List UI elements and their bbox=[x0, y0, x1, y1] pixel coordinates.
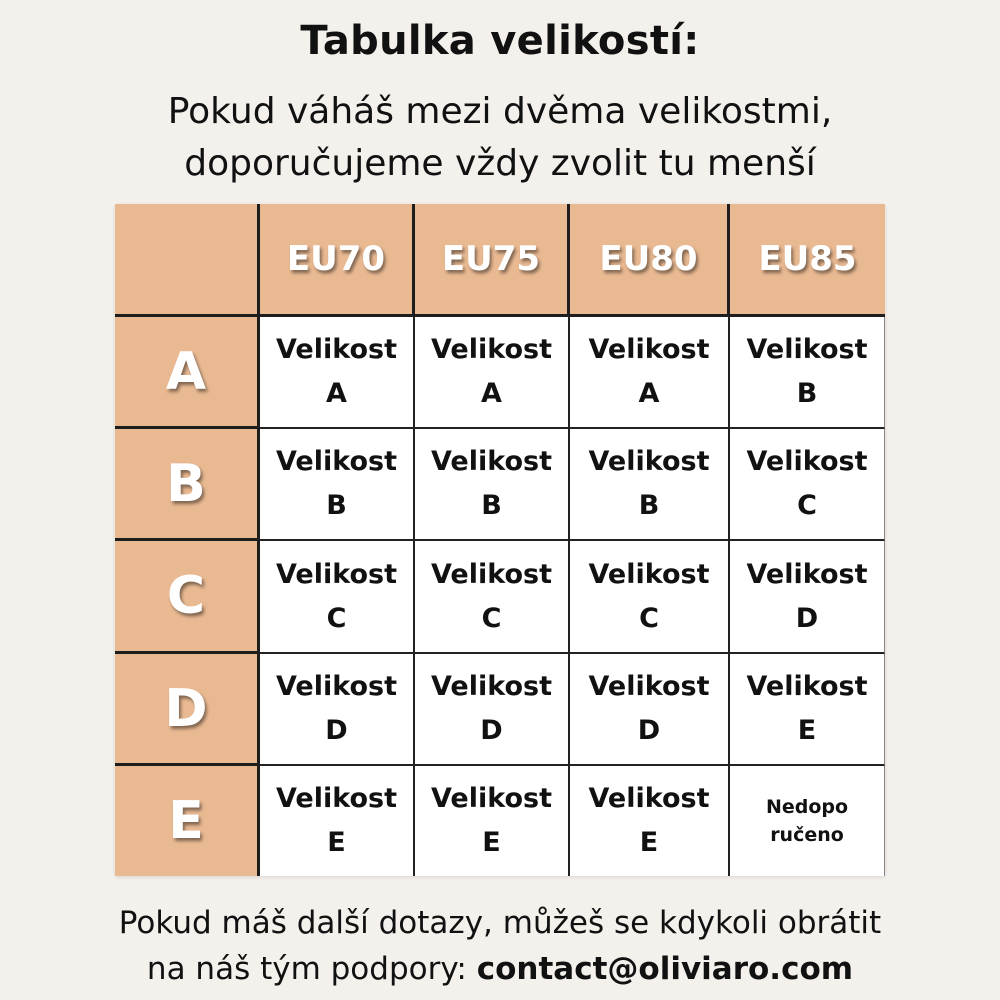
cell-word: Velikost bbox=[431, 446, 552, 477]
cell-size: D bbox=[325, 715, 348, 746]
cell-word: Velikost bbox=[588, 446, 710, 477]
table-cell bbox=[570, 541, 730, 654]
cell-word: Velikost bbox=[276, 783, 397, 814]
table-cell bbox=[415, 541, 570, 654]
table-corner-cell bbox=[115, 204, 260, 317]
cell-size: D bbox=[480, 715, 503, 746]
page-title: Tabulka velikostí: bbox=[300, 18, 700, 64]
table-cell bbox=[260, 317, 415, 429]
cell-size: B bbox=[481, 490, 502, 521]
table-cell bbox=[730, 541, 885, 654]
column-header: EU70 bbox=[260, 204, 415, 317]
table-cell-not-recommended bbox=[730, 766, 885, 876]
support-note bbox=[0, 900, 1000, 992]
table-cell bbox=[415, 317, 570, 429]
support-line-2 bbox=[0, 946, 1000, 992]
column-header: EU85 bbox=[730, 204, 885, 317]
cell-word: Velikost bbox=[431, 558, 552, 590]
page-subtitle bbox=[0, 86, 1000, 190]
cell-word: Velikost bbox=[746, 334, 868, 365]
cell-size: C bbox=[639, 602, 659, 634]
row-header: B bbox=[115, 429, 260, 541]
table-cell bbox=[415, 654, 570, 766]
cell-size: B bbox=[638, 490, 660, 521]
table-cell bbox=[570, 766, 730, 876]
row-header: A bbox=[115, 317, 260, 429]
table-cell bbox=[415, 766, 570, 876]
table-cell bbox=[260, 429, 415, 541]
cell-size: C bbox=[481, 602, 502, 634]
support-line-1: Pokud máš další dotazy, můžeš se kdykoli obrátit bbox=[118, 905, 882, 941]
table-cell bbox=[415, 429, 570, 541]
table-cell bbox=[570, 317, 730, 429]
cell-size: B bbox=[796, 378, 818, 409]
column-header: EU80 bbox=[570, 204, 730, 317]
table-cell bbox=[260, 766, 415, 876]
column-header: EU75 bbox=[415, 204, 570, 317]
cell-word: Velikost bbox=[746, 671, 868, 702]
cell-word: Velikost bbox=[276, 334, 397, 365]
cell-size: E bbox=[482, 827, 501, 858]
cell-word: Velikost bbox=[746, 446, 868, 477]
table-cell bbox=[730, 654, 885, 766]
cell-word: Velikost bbox=[431, 783, 552, 814]
cell-word: Nedopo bbox=[765, 796, 849, 818]
cell-word: Velikost bbox=[276, 558, 397, 590]
cell-word: Velikost bbox=[588, 334, 710, 365]
cell-size: B bbox=[326, 490, 347, 521]
subtitle-line-2: doporučujeme vždy zvolit tu menší bbox=[184, 143, 816, 184]
cell-size: E bbox=[327, 827, 346, 858]
cell-word: Velikost bbox=[431, 671, 552, 702]
table-cell bbox=[260, 541, 415, 654]
cell-size: C bbox=[326, 602, 347, 634]
table-cell bbox=[260, 654, 415, 766]
cell-word: Velikost bbox=[276, 446, 397, 477]
subtitle-line-1: Pokud váháš mezi dvěma velikostmi, bbox=[167, 91, 833, 132]
cell-word: Velikost bbox=[588, 671, 710, 702]
table-cell bbox=[730, 429, 885, 541]
cell-size: A bbox=[638, 378, 660, 409]
cell-size: ručeno bbox=[770, 824, 844, 846]
support-email-link[interactable]: contact@oliviaro.com bbox=[476, 951, 854, 987]
cell-word: Velikost bbox=[431, 334, 552, 365]
support-line-2-prefix: na náš tým podpory: bbox=[146, 951, 477, 987]
row-header: E bbox=[115, 766, 260, 876]
cell-size: D bbox=[795, 602, 819, 634]
cell-size: A bbox=[481, 378, 502, 409]
size-table bbox=[115, 204, 885, 876]
cell-size: A bbox=[326, 378, 347, 409]
table-cell bbox=[730, 317, 885, 429]
table-cell bbox=[570, 429, 730, 541]
cell-word: Velikost bbox=[588, 783, 710, 814]
cell-word: Velikost bbox=[276, 671, 397, 702]
table-cell bbox=[570, 654, 730, 766]
cell-word: Velikost bbox=[746, 558, 868, 590]
cell-size: E bbox=[639, 827, 659, 858]
cell-size: C bbox=[797, 490, 817, 521]
cell-size: D bbox=[637, 715, 661, 746]
cell-size: E bbox=[797, 715, 817, 746]
row-header: D bbox=[115, 654, 260, 766]
cell-word: Velikost bbox=[588, 558, 710, 590]
row-header: C bbox=[115, 541, 260, 654]
